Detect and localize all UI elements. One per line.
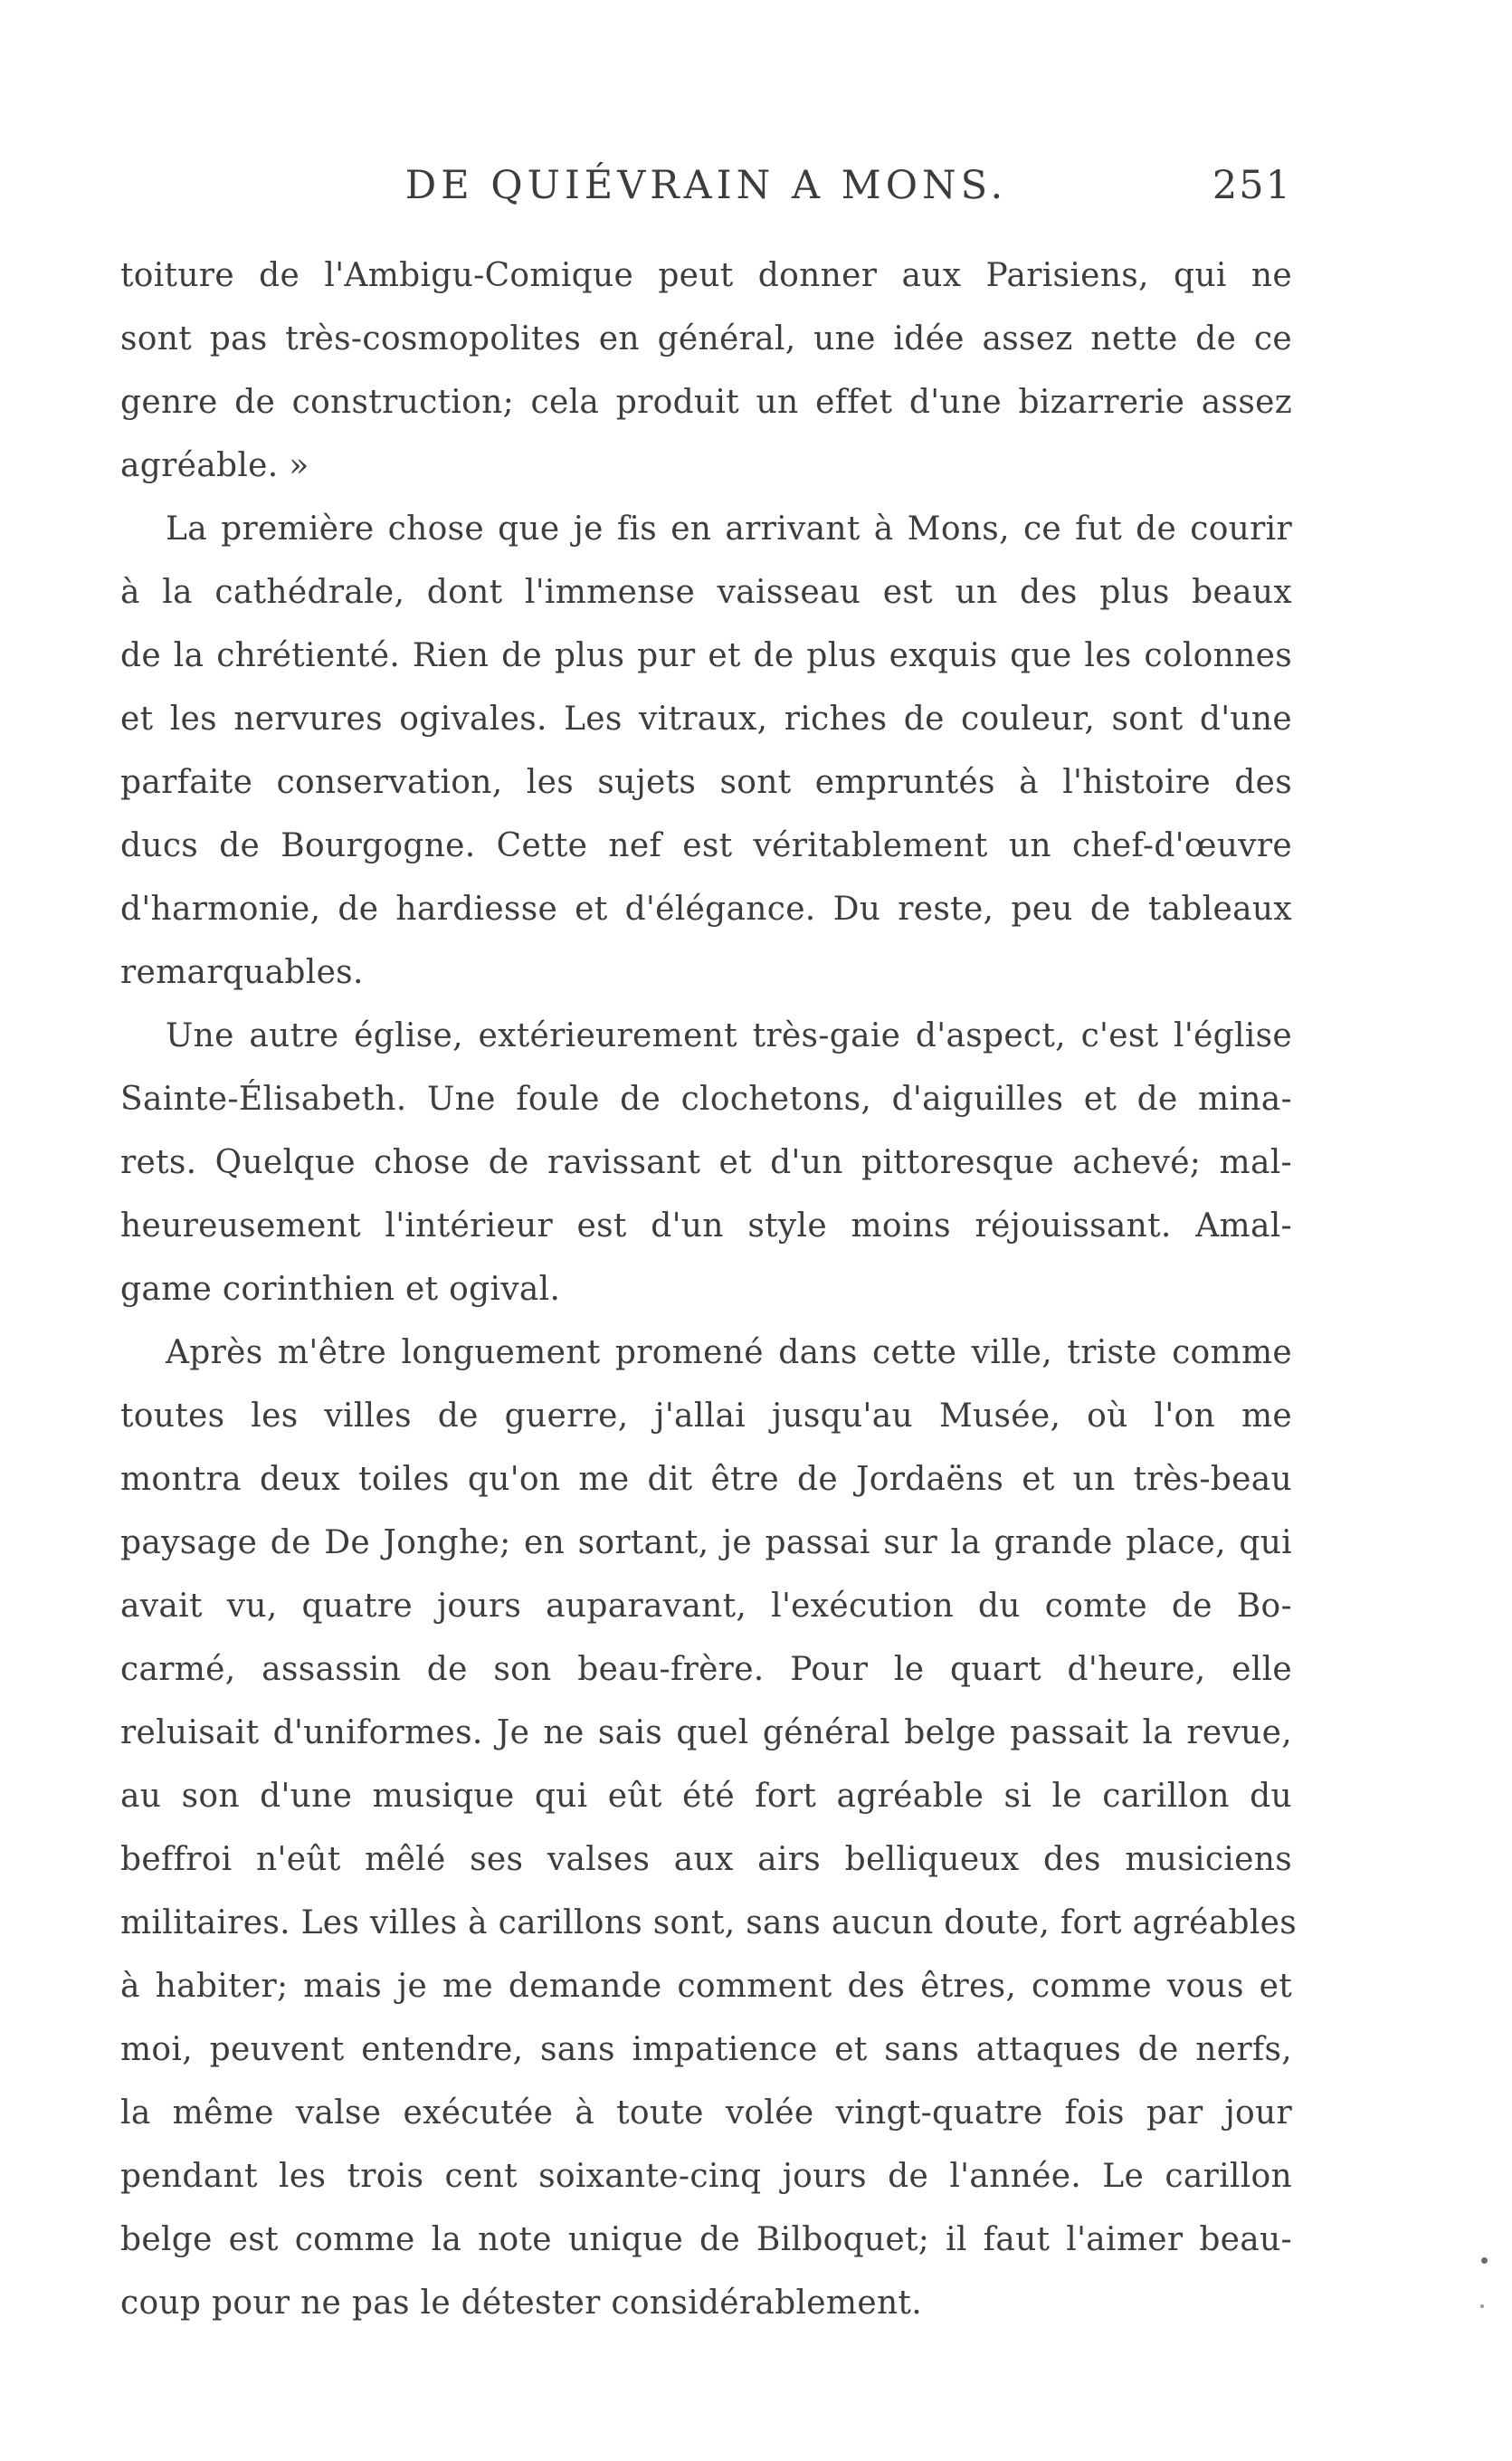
paper-speck: [1480, 2304, 1484, 2308]
text-line: toutes les villes de guerre, j'allai jusqu'au Musée, où l'on me: [120, 1397, 1292, 1435]
text-line: de la chrétienté. Rien de plus pur et de plus exquis que les colonnes: [120, 637, 1292, 674]
text-line: à la cathédrale, dont l'immense vaisseau est un des plus beaux: [120, 574, 1292, 611]
text-line: Une autre église, extérieurement très-gaie d'aspect, c'est l'église: [166, 1017, 1292, 1054]
text-line: la même valse exécutée à toute volée vingt-quatre fois par jour: [120, 2094, 1292, 2132]
body-text: [120, 244, 1298, 2335]
text-line: Sainte-Élisabeth. Une foule de clochetons, d'aiguilles et de mina-: [120, 1081, 1292, 1118]
running-title: DE QUIÉVRAIN A MONS.: [404, 163, 1008, 208]
text-line: genre de construction; cela produit un effet d'une bizarrerie assez: [120, 384, 1292, 421]
text-line: à habiter; mais je me demande comment des êtres, comme vous et: [120, 1968, 1292, 2005]
text-line: toiture de l'Ambigu-Comique peut donner aux Parisiens, qui ne: [120, 257, 1292, 294]
text-line: Après m'être longuement promené dans cette ville, triste comme: [166, 1334, 1292, 1371]
text-line: ducs de Bourgogne. Cette nef est véritablement un chef-d'œuvre: [120, 827, 1292, 864]
paper-speck: [1481, 2257, 1488, 2264]
text-line: agréable. »: [120, 447, 309, 484]
text-line: remarquables.: [120, 954, 364, 991]
text-line: coup pour ne pas le détester considérablement.: [120, 2285, 922, 2322]
text-line: moi, peuvent entendre, sans impatience et sans attaques de nerfs,: [120, 2031, 1292, 2068]
text-line: rets. Quelque chose de ravissant et d'un pittoresque achevé; mal-: [120, 1144, 1292, 1181]
text-line: carmé, assassin de son beau-frère. Pour le quart d'heure, elle: [120, 1651, 1292, 1688]
text-line: pendant les trois cent soixante-cinq jours de l'année. Le carillon: [120, 2158, 1292, 2195]
text-line: parfaite conservation, les sujets sont empruntés à l'histoire des: [120, 764, 1292, 801]
page-number: 251: [1212, 163, 1292, 208]
text-line: reluisait d'uniformes. Je ne sais quel général belge passait la revue,: [120, 1714, 1292, 1751]
running-head: [120, 163, 1292, 217]
text-line: militaires. Les villes à carillons sont, sans aucun doute, fort agréables: [120, 1904, 1298, 1941]
text-line: avait vu, quatre jours auparavant, l'exécution du comte de Bo-: [120, 1588, 1292, 1625]
text-line: belge est comme la note unique de Bilboquet; il faut l'aimer beau-: [120, 2221, 1292, 2258]
text-line: au son d'une musique qui eût été fort agréable si le carillon du: [120, 1778, 1292, 1815]
text-line: montra deux toiles qu'on me dit être de Jordaëns et un très-beau: [120, 1461, 1292, 1498]
text-line: et les nervures ogivales. Les vitraux, riches de couleur, sont d'une: [120, 701, 1292, 738]
text-line: heureusement l'intérieur est d'un style moins réjouissant. Amal-: [120, 1207, 1292, 1245]
text-line: beffroi n'eût mêlé ses valses aux airs belliqueux des musiciens: [120, 1841, 1292, 1878]
text-line: paysage de De Jonghe; en sortant, je passai sur la grande place, qui: [120, 1524, 1292, 1561]
text-line: game corinthien et ogival.: [120, 1271, 561, 1308]
text-line: sont pas très-cosmopolites en général, une idée assez nette de ce: [120, 320, 1292, 358]
text-line: La première chose que je fis en arrivant à Mons, ce fut de courir: [166, 510, 1292, 548]
text-line: d'harmonie, de hardiesse et d'élégance. Du reste, peu de tableaux: [120, 891, 1292, 928]
